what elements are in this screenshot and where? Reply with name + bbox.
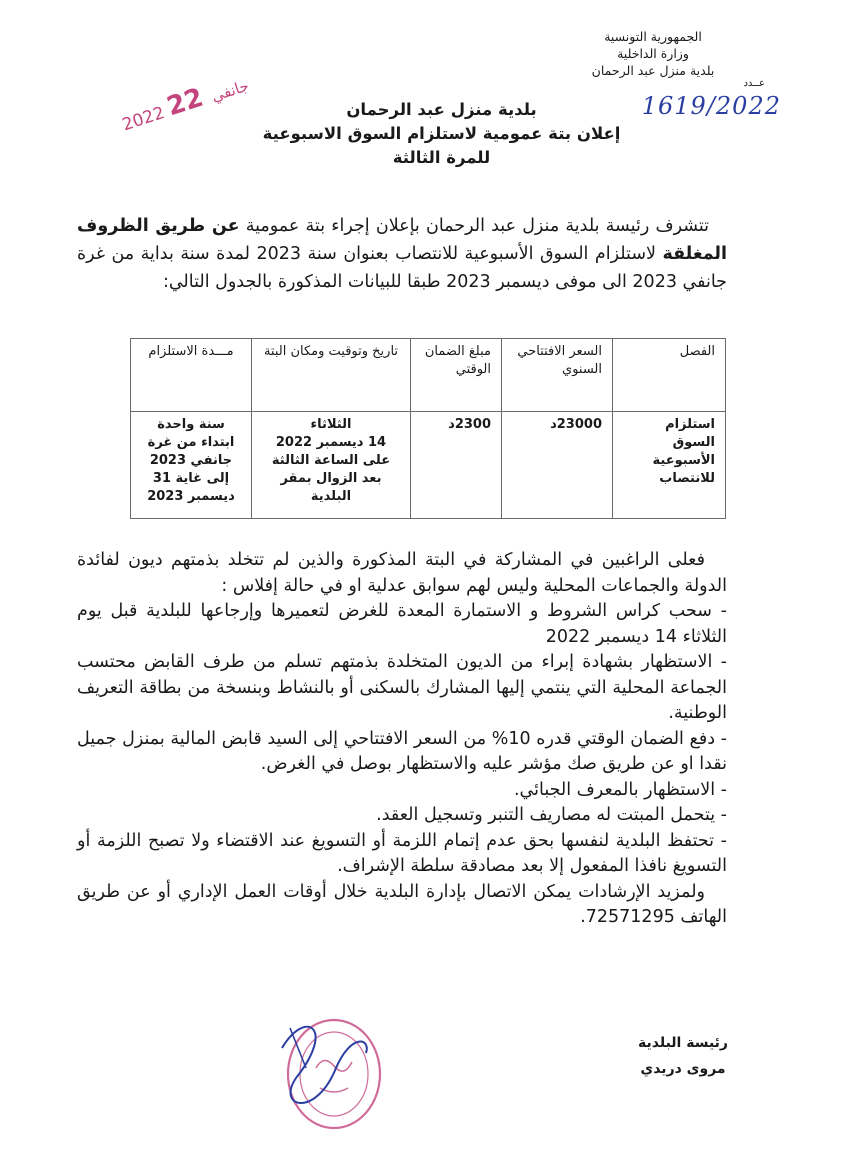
reference-label: عــدد (743, 78, 765, 89)
official-seal-icon (276, 1008, 386, 1136)
government-header (543, 28, 763, 79)
table-row (131, 412, 726, 519)
header-period: مـــدة الاستلزام (131, 339, 252, 412)
condition-item-3: - دفع الضمان الوقتي قدره 10% من السعر الافتتاحي إلى السيد قابض المالية بمنزل جميل نقدا او عن طريق صك مؤشر عليه والاستظهار بوصل في الغرض. (77, 728, 727, 774)
header-bond: مبلغ الضمان الوقتي (411, 339, 502, 412)
signature-role: رئيسة البلدية (638, 1035, 728, 1051)
intro-text-2: لاستلزام السوق الأسبوعية للانتصاب بعنوان سنة 2023 لمدة سنة بداية من غرة جانفي 2023 الى موفى ديسمبر 2023 طبقا للبيانات المذكورة بالجدول التالي: (77, 243, 727, 292)
condition-item-2: - الاستظهار بشهادة إبراء من الديون المتخلدة بذمتهم تسلم من طرف القابض محتسب الجماعة المحلية التي ينتمي إليها المشارك بالسكنى أو بالنشاط وبنسخة من بطاقة التعريف الوطنية. (77, 652, 727, 723)
intro-bold: عن طريق الظروف المغلقة (77, 215, 727, 264)
intro-paragraph (77, 212, 727, 296)
cell-price: 23000د (502, 412, 613, 519)
stamp-month: جانفي (209, 76, 252, 106)
conditions-section (77, 548, 727, 931)
condition-item-4: - الاستظهار بالمعرف الجبائي. (513, 779, 727, 800)
header-date: تاريخ وتوقيت ومكان البتة (252, 339, 411, 412)
signature-name: مروى دريدي (640, 1061, 726, 1077)
condition-item-5: - يتحمل المبتت له مصاريف التنبر وتسجيل العقد. (376, 805, 727, 825)
stamp-year: 2022 (119, 102, 168, 136)
intro-text-1: تتشرف رئيسة بلدية منزل عبد الرحمان بإعلان إجراء بتة عمومية (239, 215, 710, 236)
signature-block (633, 1030, 733, 1082)
stamp-day: 22 (163, 82, 208, 123)
condition-item-6: - تحتفظ البلدية لنفسها بحق عدم إتمام اللزمة أو التسويغ عند الاقتضاء ولا تصبح اللزمة أو التسويغ نافذا المفعول إلا بعد مصادقة سلطة الإشراف. (77, 830, 727, 876)
conditions-closing: ولمزيد الإرشادات يمكن الاتصال بإدارة البلدية خلال أوقات العمل الإداري أو عن طريق الهاتف 72571295. (77, 881, 727, 927)
header-republic: الجمهورية التونسية (604, 29, 702, 44)
cell-period: سنة واحدة ابتداء من غرة جانفي 2023 إلى غاية 31 ديسمبر 2023 (131, 412, 252, 519)
cell-lot: استلزام السوق الأسبوعية للانتصاب (613, 412, 726, 519)
header-ministry: وزارة الداخلية (617, 46, 689, 61)
conditions-lead: فعلى الراغبين في المشاركة في البتة المذكورة والذين لم تتخلد بذمتهم ديون لفائدة الدولة والجماعات المحلية وليس لهم سوابق عدلية او في حالة إفلاس : (77, 550, 727, 596)
header-price: السعر الافتتاحي السنوي (502, 339, 613, 412)
title-round: للمرة الثالثة (392, 148, 491, 167)
title-municipality: بلدية منزل عبد الرحمان (346, 100, 537, 119)
table-header-row (131, 339, 726, 412)
auction-table (130, 338, 726, 519)
cell-date-day: الثلاثاء (310, 417, 352, 432)
cell-date (252, 412, 411, 519)
reference-number: 1619/2022 (641, 92, 781, 120)
title-subject: إعلان بتة عمومية لاستلزام السوق الاسبوعية (262, 124, 621, 143)
cell-date-time-place: على الساعة الثالثة بعد الزوال بمقر البلدية (271, 453, 391, 504)
cell-date-date: 14 ديسمبر 2022 (275, 435, 387, 450)
condition-item-1: - سحب كراس الشروط و الاستمارة المعدة للغرض لتعميرها وإرجاعها للبلدية قبل يوم الثلاثاء 14 ديسمبر 2022 (77, 601, 727, 647)
header-lot: الفصل (613, 339, 726, 412)
announcement-title (0, 98, 843, 170)
cell-bond: 2300د (411, 412, 502, 519)
header-municipality: بلدية منزل عبد الرحمان (591, 63, 715, 78)
